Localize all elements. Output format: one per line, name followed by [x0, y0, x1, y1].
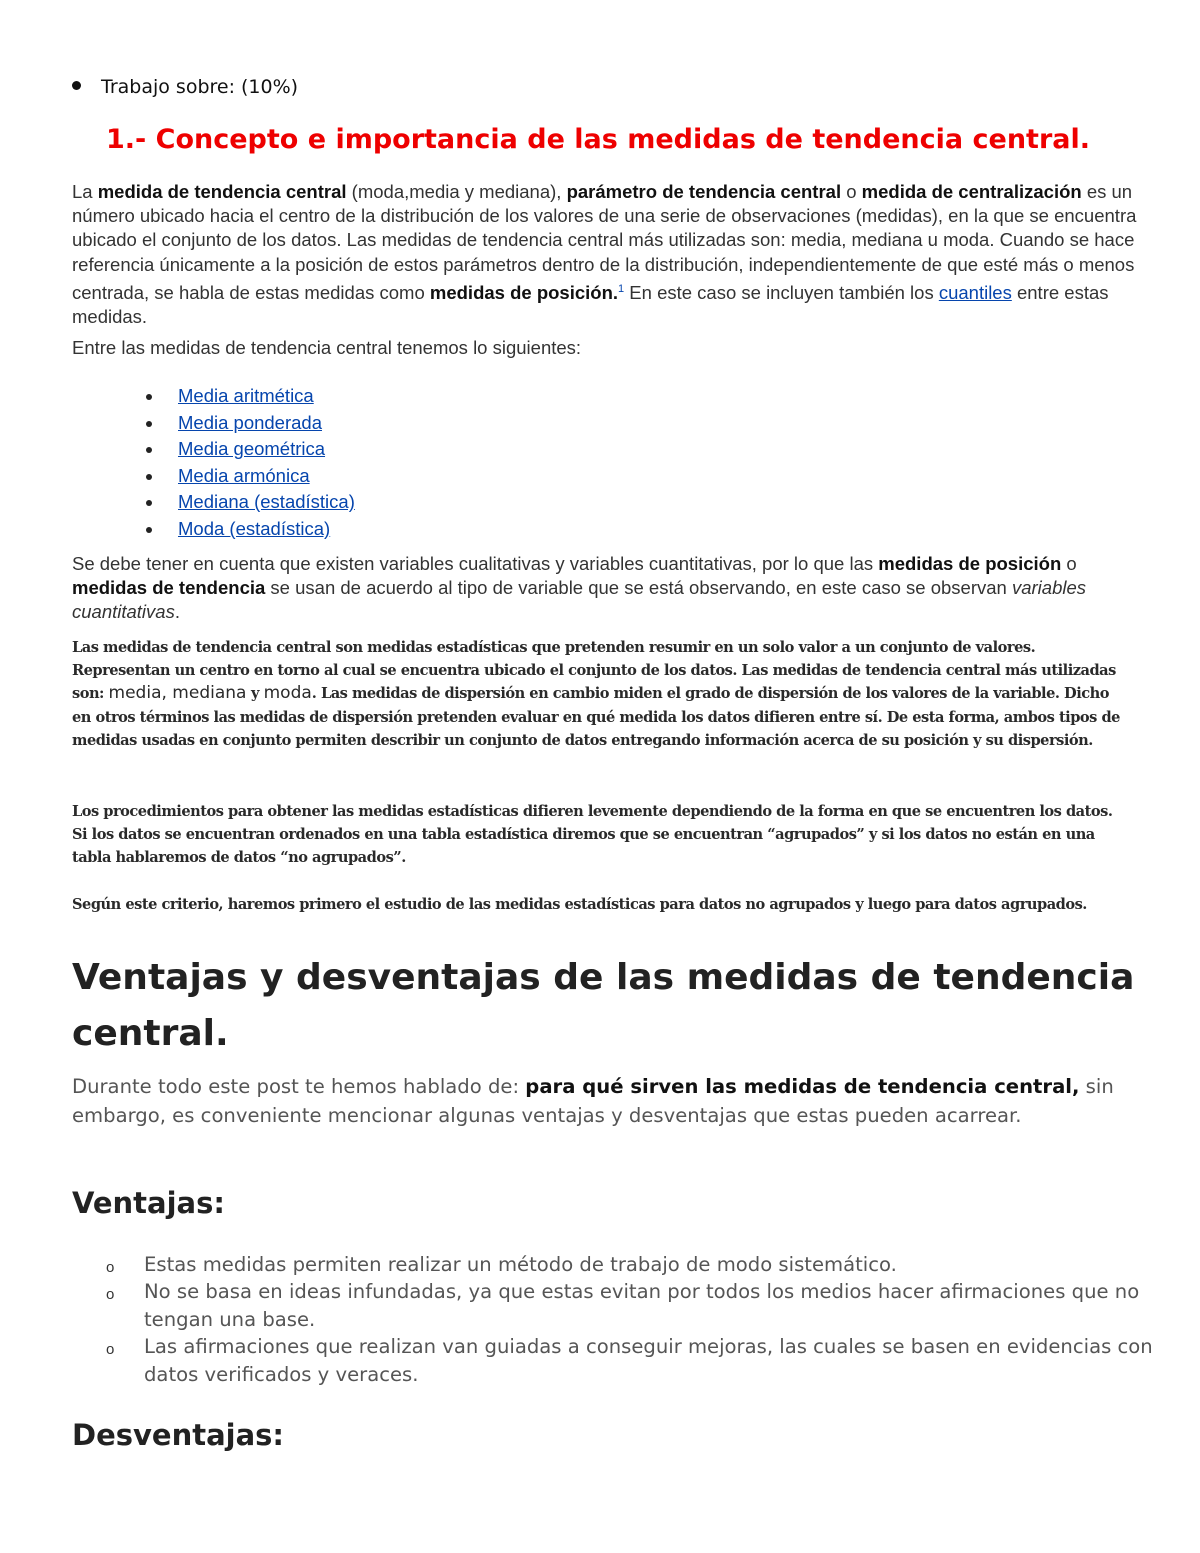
bold-term: parámetro de tendencia central — [566, 181, 842, 202]
term-media: media — [108, 683, 162, 704]
heading-concepto: 1.- Concepto e importancia de las medidas de tendencia central. — [106, 124, 1090, 155]
text-span: . Las medidas de dispersión en cambio miden el grado de dispersión de los valores de la variable. Dicho en otros términos las medidas de dispersión pretenden evaluar en qué medida los datos difieren entre sí. De esta forma, ambos tipos de medidas usadas en conjunto permiten describir un conjunto de datos entregando información acerca de su posición y su dispersión. — [72, 685, 1120, 749]
text-span: Se debe tener en cuenta que existen variables cualitativas y variables cuantitativas, por lo que las — [72, 553, 879, 574]
list-item — [146, 410, 355, 437]
link-moda[interactable]: Moda (estadística) — [178, 517, 331, 539]
footnote-link[interactable]: 1 — [618, 282, 625, 295]
list-item — [146, 463, 355, 490]
bold-term: medidas de posición — [878, 553, 1062, 574]
link-media-geometrica[interactable]: Media geométrica — [178, 438, 326, 460]
list-item — [146, 383, 355, 410]
heading-ventajas: Ventajas: — [72, 1186, 225, 1220]
text-span: (moda,media y mediana), — [346, 181, 567, 202]
bullet-dot-icon — [72, 81, 81, 90]
link-mediana[interactable]: Mediana (estadística) — [178, 491, 355, 513]
paragraph-criterio: Según este criterio, haremos primero el estudio de las medidas estadísticas para datos no agrupados y luego para datos agrupados. — [72, 896, 1087, 913]
paragraph-medidas-estadisticas — [72, 636, 1132, 752]
term-mediana: mediana — [172, 683, 247, 704]
list-item: o Las afirmaciones que realizan van guiadas a conseguir mejoras, las cuales se basen en evidencias con datos verificados y veraces. — [106, 1333, 1156, 1388]
paragraph-variables — [72, 552, 1142, 624]
link-cuantiles[interactable]: cuantiles — [938, 281, 1012, 303]
text-span: . — [174, 601, 180, 622]
text-span: sin embargo, es conveniente mencionar algunas ventajas y desventajas que estas pueden acarrear. — [72, 1075, 1114, 1127]
paragraph-post-intro — [72, 1073, 1142, 1130]
top-bullet-text: Trabajo sobre: (10%) — [101, 76, 299, 98]
text-span: Durante todo este post te hemos hablado de: — [72, 1075, 526, 1098]
measures-link-list — [146, 383, 355, 543]
paragraph-definicion — [72, 180, 1142, 329]
list-item — [146, 516, 355, 543]
text-span: o — [841, 181, 862, 202]
link-media-ponderada[interactable]: Media ponderada — [178, 411, 322, 433]
text-span: En este caso se incluyen también los — [624, 281, 939, 303]
list-item: o Estas medidas permiten realizar un método de trabajo de modo sistemático. — [106, 1251, 1156, 1278]
bold-term: para qué sirven las medidas de tendencia central, — [525, 1075, 1080, 1098]
text-span: es un número ubicado hacia el centro de la distribución de los valores de una serie de observaciones (medidas), en la que se encuentra ubicado el conjunto de los datos. Las medidas de tendencia central más utilizadas son: media, mediana u moda. Cuando se hace referencia únicamente a la posición de estos parámetros dentro de la distribución, independientemente de que esté más o menos centrada, se habla de estas medidas como — [72, 181, 1137, 303]
text-span: , — [161, 683, 173, 704]
paragraph-procedimientos: Los procedimientos para obtener las medidas estadísticas difieren levemente dependiendo de la forma en que se encuentren los datos. Si los datos se encuentran ordenados en una tabla estadística diremos que se encuentran “agrupados” y si los datos no están en una tabla hablaremos de datos “no agrupados”. — [72, 803, 1113, 867]
bold-term: medida de tendencia central — [97, 181, 347, 202]
list-item — [146, 436, 355, 463]
text-span: se usan de acuerdo al tipo de variable que se está observando, en este caso se observan — [265, 577, 1012, 598]
list-item: o No se basa en ideas infundadas, ya que estas evitan por todos los medios hacer afirmaciones que no tengan una base. — [106, 1278, 1156, 1333]
heading-desventajas: Desventajas: — [72, 1418, 285, 1452]
text-span: y — [246, 685, 264, 703]
top-bullet-item — [72, 76, 298, 98]
italic-term: variables cuantitativas — [72, 577, 1087, 622]
list-item — [146, 489, 355, 516]
link-media-aritmetica[interactable]: Media aritmética — [178, 385, 314, 406]
bold-term: medidas de posición. — [429, 281, 619, 303]
link-media-armonica[interactable]: Media armónica — [178, 464, 310, 486]
text-span: entre estas medidas. — [72, 281, 1109, 328]
heading-ventajas-desventajas: Ventajas y desventajas de las medidas de tendencia central. — [72, 957, 1135, 1054]
ventajas-list — [106, 1251, 1156, 1388]
text-span: La — [72, 181, 98, 202]
paragraph-intro-list: Entre las medidas de tendencia central tenemos lo siguientes: — [72, 337, 582, 358]
bold-term: medidas de tendencia — [72, 577, 266, 598]
term-moda: moda — [263, 683, 312, 704]
text-span: Las medidas de tendencia central son medidas estadísticas que pretenden resumir en un solo valor a un conjunto de valores. Representan un centro en torno al cual se encuentra ubicado el conjunto de los datos. Las medidas de tendencia central más utilizadas son: — [72, 639, 1116, 703]
bold-term: medida de centralización — [861, 181, 1082, 202]
text-span: o — [1061, 553, 1077, 574]
